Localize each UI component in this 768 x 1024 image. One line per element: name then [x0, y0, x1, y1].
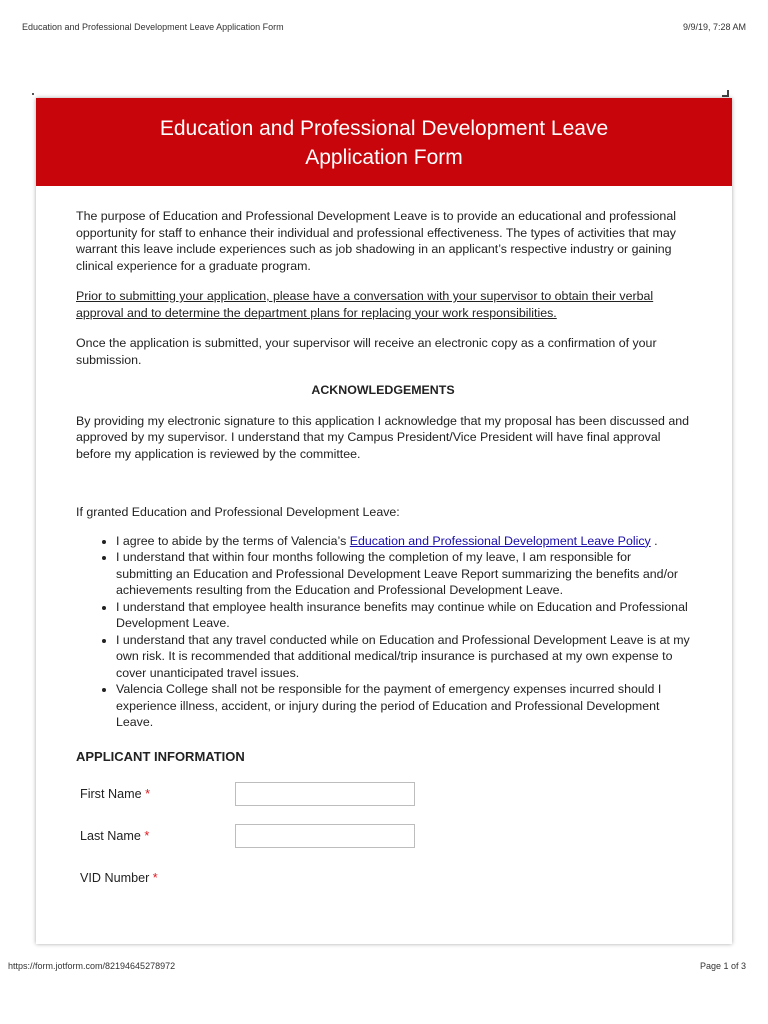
first-name-row: [76, 779, 690, 809]
policy-link[interactable]: Education and Professional Development Leave Policy: [349, 533, 651, 548]
print-header-title: Education and Professional Development Leave Application Form: [22, 22, 284, 32]
print-footer: [8, 961, 746, 971]
form-header: [36, 98, 732, 186]
list-item: • I understand that any travel conducted while on Education and Professional Development Leave is at my own risk. It is recommended that additional medical/trip insurance is purchased at my own expense to cover unanticipated travel issues.: [116, 632, 690, 682]
required-mark: *: [145, 786, 150, 801]
granted-intro: If granted Education and Professional Development Leave:: [76, 505, 400, 519]
last-name-row: [76, 821, 690, 851]
submission-note-paragraph: Once the application is submitted, your supervisor will receive an electronic copy as a confirmation of your submission.: [76, 336, 657, 367]
resize-handle-icon: [722, 90, 729, 97]
last-name-label: [76, 828, 235, 845]
first-name-label: [76, 786, 235, 803]
corner-dot: [32, 93, 34, 95]
acknowledgements-heading: ACKNOWLEDGEMENTS: [311, 383, 455, 397]
vid-number-label-text: VID Number: [80, 870, 150, 885]
bullet1-prefix: I agree to abide by the terms of Valencia’s: [116, 533, 350, 548]
vid-number-label: [76, 870, 235, 887]
intro-paragraph: The purpose of Education and Professional Development Leave is to provide an educational and professional opportunity for staff to enhance their individual and professional effectiveness. The types of activities that may warrant this leave include experiences such as job shadowing in an applicant’s respective industry or gaining clinical experience for a graduate program.: [76, 209, 676, 273]
list-item: • I understand that within four months following the completion of my leave, I am responsible for submitting an Education and Professional Development Leave Report summarizing the benefits and/or achievements resulting from the Education and Professional Development Leave.: [116, 549, 690, 599]
last-name-input[interactable]: [235, 824, 415, 848]
vid-number-row: [76, 863, 690, 893]
form-title-line2: Application Form: [305, 146, 463, 169]
list-item: [116, 533, 690, 550]
first-name-label-text: First Name: [80, 786, 142, 801]
prior-notice-paragraph: Prior to submitting your application, please have a conversation with your supervisor to obtain their verbal approval and to determine the department plans for replacing your work responsibilities.: [76, 289, 654, 320]
list-item: • Valencia College shall not be responsible for the payment of emergency expenses incurred should I experience illness, accident, or injury during the period of Education and Professional Development Leave.: [116, 681, 690, 731]
required-mark: *: [144, 828, 150, 843]
last-name-label-text: Last Name: [80, 828, 141, 843]
form-title-line1: Education and Professional Development Leave: [159, 117, 609, 140]
acknowledgement-paragraph: By providing my electronic signature to this application I acknowledge that my proposal has been discussed and approved by my supervisor. I understand that my Campus President/Vice President will have final approval before my application is reviewed by the committee.: [76, 413, 689, 461]
print-header: [22, 22, 746, 32]
print-footer-url: https://form.jotform.com/82194645278972: [8, 961, 176, 971]
applicant-info-heading: APPLICANT INFORMATION: [76, 748, 245, 764]
first-name-input[interactable]: [235, 782, 415, 806]
list-item: • I understand that employee health insurance benefits may continue while on Education and Professional Development Leave.: [116, 599, 690, 632]
print-footer-page: Page 1 of 3: [699, 961, 746, 971]
form-body: [36, 186, 732, 893]
terms-list: [76, 533, 690, 731]
bullet1-suffix: .: [650, 533, 658, 548]
form-card: [36, 98, 732, 944]
required-mark: *: [152, 870, 158, 885]
print-header-datetime: 9/9/19, 7:28 AM: [682, 22, 746, 32]
